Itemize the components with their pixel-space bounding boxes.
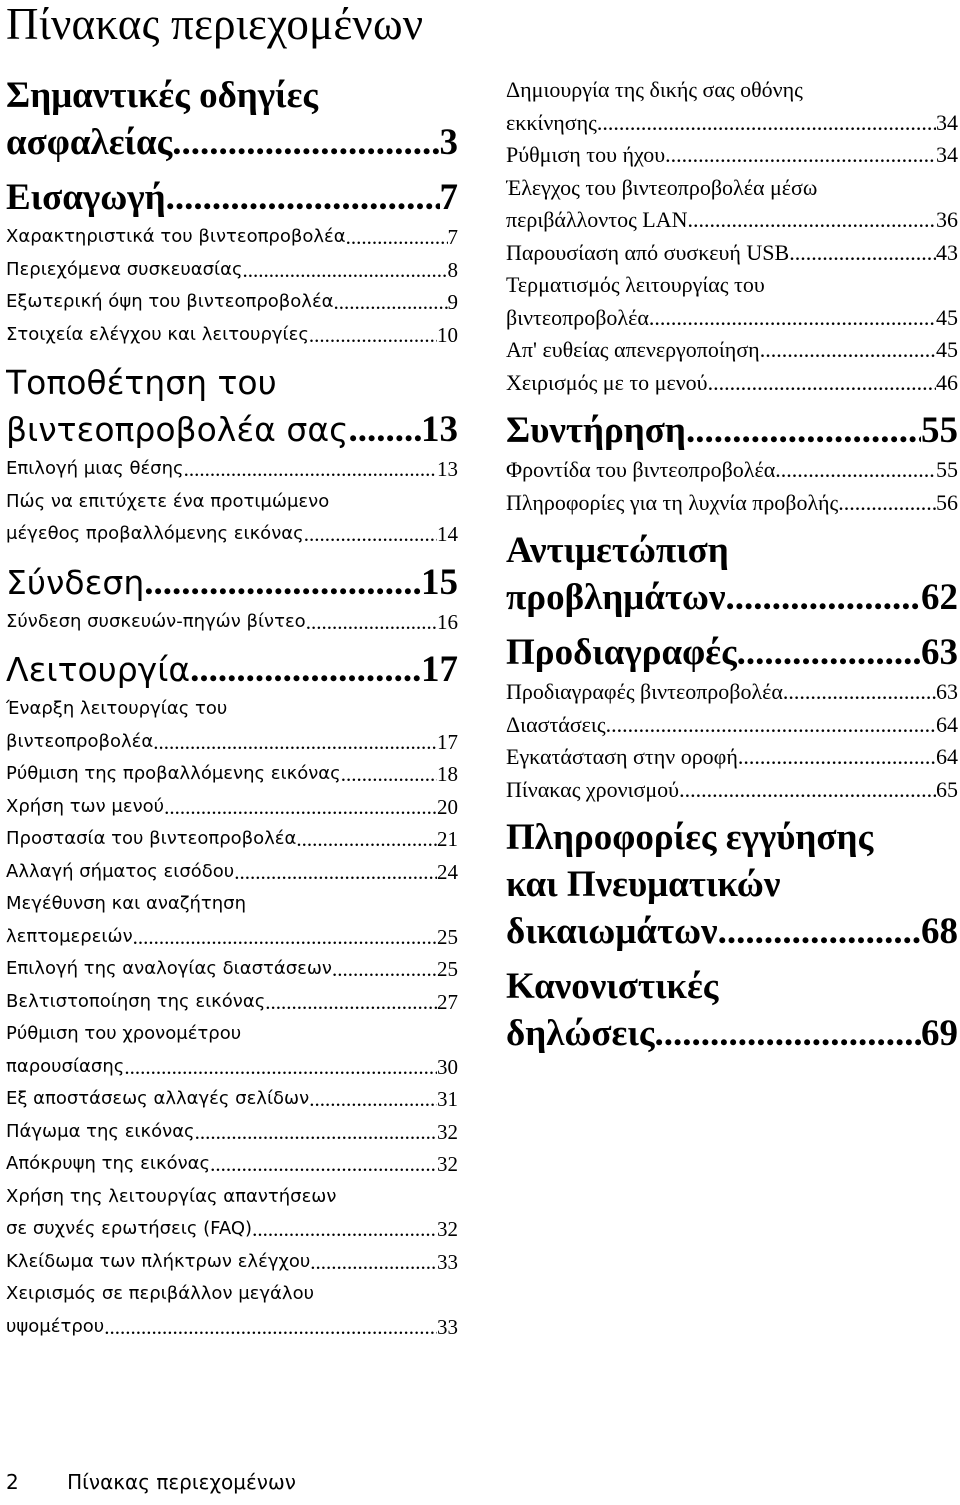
- toc-column-right: [506, 72, 958, 1057]
- toc-entry-row: [506, 487, 958, 520]
- toc-section-entry[interactable]: [6, 1083, 458, 1116]
- toc-dot-leader: [348, 406, 421, 453]
- toc-section-entry[interactable]: [506, 237, 958, 270]
- toc-section-entry[interactable]: [6, 1246, 458, 1279]
- toc-page-number: 17: [437, 729, 458, 754]
- toc-page-number: 33: [437, 1249, 458, 1274]
- toc-page-number: 8: [447, 257, 458, 282]
- toc-entry-row: [506, 1010, 958, 1057]
- toc-page-number: 9: [447, 290, 458, 314]
- toc-page-number: 45: [936, 304, 958, 330]
- toc-dot-leader: [597, 107, 936, 140]
- toc-dot-leader: [104, 1311, 437, 1344]
- toc-page-number: 55: [921, 410, 958, 451]
- toc-chapter-entry[interactable]: [6, 72, 458, 166]
- toc-entry-title-line: Βελτιστοποίηση της εικόνας: [6, 990, 266, 1012]
- toc-page-number: 13: [421, 409, 458, 450]
- toc-page-number: 62: [921, 577, 958, 618]
- toc-section-entry[interactable]: [6, 823, 458, 856]
- toc-entry-title-line: Κλείδωμα των πλήκτρων ελέγχου: [6, 1250, 311, 1272]
- toc-entry-title-line: Εξωτερική όψη του βιντεοπροβολέα: [6, 291, 334, 312]
- toc-dot-leader: [265, 986, 437, 1019]
- toc-entry-row: [506, 676, 958, 709]
- toc-entry-title-line: προβλημάτων: [506, 577, 726, 618]
- toc-entry-title-line: Αντιμετώπιση: [506, 530, 729, 571]
- toc-entry-title-line: Χρήση των μενού: [6, 795, 165, 817]
- toc-entry-row: [6, 1148, 458, 1181]
- toc-dot-leader: [789, 237, 936, 270]
- toc-page-number: 18: [437, 762, 458, 786]
- toc-entry-title-line: Τερματισμός λειτουργίας του: [506, 272, 765, 297]
- toc-entry-row: [506, 407, 958, 454]
- toc-entry-row: [6, 758, 458, 791]
- toc-chapter-entry[interactable]: [506, 407, 958, 454]
- toc-dot-leader: [679, 774, 936, 807]
- toc-page-number: 36: [936, 207, 958, 232]
- toc-section-entry[interactable]: [506, 172, 958, 237]
- toc-dot-leader: [686, 407, 921, 454]
- toc-page-number: 7: [439, 177, 458, 218]
- toc-page-number: 13: [437, 457, 458, 481]
- toc-page-number: 55: [936, 457, 958, 482]
- toc-entry-title-line: Επιλογή της αναλογίας διαστάσεων: [6, 958, 332, 979]
- toc-dot-leader: [296, 823, 437, 856]
- toc-chapter-entry[interactable]: [506, 814, 958, 955]
- toc-entry-row: [6, 1246, 458, 1279]
- toc-page-number: 21: [437, 827, 458, 851]
- toc-dot-leader: [708, 367, 936, 400]
- toc-dot-leader: [133, 921, 437, 954]
- toc-entry-title-line: Απ' ευθείας απενεργοποίηση: [506, 337, 760, 362]
- toc-entry-title-line: ασφαλείας: [6, 122, 173, 163]
- toc-entry-title-line: Απόκρυψη της εικόνας: [6, 1153, 211, 1174]
- toc-dot-leader: [252, 1213, 437, 1246]
- toc-dot-leader: [332, 953, 437, 986]
- toc-section-entry[interactable]: [6, 986, 458, 1019]
- toc-dot-leader: [737, 629, 921, 676]
- toc-page-number: 69: [921, 1013, 958, 1054]
- toc-chapter-entry[interactable]: [506, 963, 958, 1057]
- toc-entry-title-line: Προδιαγραφές βιντεοπροβολέα: [506, 679, 783, 704]
- toc-section-entry[interactable]: [6, 319, 458, 352]
- toc-entry-title-line: Τοποθέτηση του: [6, 363, 277, 402]
- toc-chapter-entry[interactable]: [506, 527, 958, 621]
- toc-dot-leader: [195, 1116, 437, 1149]
- toc-page-number: 17: [421, 649, 458, 690]
- toc-dot-leader: [310, 1246, 437, 1279]
- toc-section-entry[interactable]: [506, 139, 958, 172]
- toc-entry-title-line: Περιεχόμενα συσκευασίας: [6, 258, 243, 280]
- toc-entry-title-line: Εισαγωγή: [6, 177, 166, 218]
- toc-entry-title-line: Πάγωμα της εικόνας: [6, 1120, 195, 1142]
- toc-entry-title-line: περιβάλλοντος LAN: [506, 207, 688, 232]
- toc-dot-leader: [760, 334, 936, 367]
- toc-page-number: 56: [936, 489, 958, 515]
- toc-entry-row: [506, 454, 958, 487]
- toc-entry-title-line: Σημαντικές οδηγίες: [6, 75, 319, 116]
- toc-column-left: [6, 72, 458, 1343]
- toc-entry-title-line: Πληροφορίες εγγύησης: [506, 817, 874, 858]
- toc-entry-title-line: υψομέτρου: [6, 1315, 105, 1337]
- toc-section-entry[interactable]: [6, 486, 458, 551]
- toc-section-entry[interactable]: [6, 693, 458, 758]
- toc-page-number: 24: [437, 859, 458, 884]
- toc-entry-row: [6, 921, 458, 954]
- toc-section-entry[interactable]: [506, 676, 958, 709]
- toc-entry-row: [506, 741, 958, 774]
- toc-page-number: 10: [437, 322, 458, 347]
- toc-dot-leader: [172, 119, 439, 166]
- toc-page-number: 15: [421, 561, 458, 603]
- toc-page-number: 7: [447, 225, 458, 249]
- toc-dot-leader: [309, 319, 437, 352]
- toc-entry-title-line: Ρύθμιση της προβαλλόμενης εικόνας: [6, 763, 341, 784]
- toc-dot-leader: [166, 174, 440, 221]
- toc-entry-row: [506, 107, 958, 140]
- toc-chapter-entry[interactable]: [6, 646, 458, 693]
- toc-entry-title-line: Στοιχεία ελέγχου και λειτουργίες: [6, 323, 309, 345]
- toc-entry-row: [6, 174, 458, 221]
- toc-entry-row: [506, 204, 958, 237]
- toc-entry-title-line: και Πνευματικών: [506, 864, 781, 905]
- toc-section-entry[interactable]: [6, 1148, 458, 1181]
- toc-entry-row: [506, 237, 958, 270]
- toc-entry-title-line: Παρουσίαση από συσκευή USB: [506, 239, 790, 265]
- toc-entry-title-line: Προστασία του βιντεοπροβολέα: [6, 828, 297, 849]
- toc-page-number: 46: [936, 369, 958, 395]
- toc-entry-title-line: Εγκατάσταση στην οροφή: [506, 744, 738, 769]
- toc-entry-title-line: Κανονιστικές: [506, 966, 719, 1007]
- toc-chapter-entry[interactable]: [6, 359, 458, 453]
- toc-entry-title-line: Συντήρηση: [506, 410, 686, 451]
- toc-dot-leader: [164, 791, 437, 824]
- toc-page-number: 34: [936, 109, 958, 135]
- toc-dot-leader: [606, 709, 936, 742]
- toc-entry-title-line: Πώς να επιτύχετε ένα προτιμώμενο: [6, 490, 330, 512]
- toc-entry-row: [6, 1083, 458, 1116]
- toc-page-number: 63: [921, 632, 958, 673]
- toc-dot-leader: [688, 204, 936, 237]
- toc-entry-row: [6, 1116, 458, 1149]
- toc-section-entry[interactable]: [6, 254, 458, 287]
- toc-entry-title-line: λεπτομερειών: [6, 925, 133, 947]
- toc-section-entry[interactable]: [6, 953, 458, 986]
- toc-entry-row: [6, 823, 458, 856]
- toc-entry-title-line: δικαιωμάτων: [506, 911, 718, 952]
- toc-page-number: 27: [437, 989, 458, 1014]
- toc-page-number: 33: [437, 1314, 458, 1339]
- toc-page-number: 16: [437, 609, 458, 634]
- footer-page-number: 2: [6, 1470, 19, 1494]
- toc-section-entry[interactable]: [6, 888, 458, 953]
- toc-dot-leader: [341, 758, 437, 791]
- toc-dot-leader: [144, 559, 421, 606]
- toc-dot-leader: [210, 1148, 437, 1181]
- toc-page-number: 34: [936, 142, 958, 167]
- toc-dot-leader: [654, 1010, 921, 1057]
- toc-section-entry[interactable]: [6, 1018, 458, 1083]
- toc-dot-leader: [304, 518, 437, 551]
- toc-entry-row: [6, 646, 458, 693]
- toc-entry-title-line: Πίνακας χρονισμού: [506, 776, 680, 802]
- toc-entry-title-line: δηλώσεις: [506, 1013, 655, 1054]
- page-footer: [6, 1468, 296, 1496]
- toc-entry-row: [506, 367, 958, 400]
- toc-dot-leader: [243, 254, 448, 287]
- toc-dot-leader: [184, 453, 437, 486]
- toc-entry-title-line: Χαρακτηριστικά του βιντεοπροβολέα: [6, 226, 346, 247]
- toc-section-entry[interactable]: [506, 741, 958, 774]
- toc-section-entry[interactable]: [506, 367, 958, 400]
- toc-section-entry[interactable]: [506, 487, 958, 520]
- toc-entry-row: [506, 709, 958, 742]
- toc-entry-row: [506, 334, 958, 367]
- toc-section-entry[interactable]: [506, 74, 958, 139]
- toc-entry-row: [6, 559, 458, 606]
- toc-entry-title-line: Λειτουργία: [6, 650, 191, 689]
- toc-section-entry[interactable]: [6, 606, 458, 639]
- toc-entry-row: [6, 856, 458, 889]
- toc-entry-title-line: εκκίνησης: [506, 109, 597, 135]
- toc-entry-row: [6, 119, 458, 166]
- toc-section-entry[interactable]: [6, 856, 458, 889]
- toc-page-number: 43: [936, 239, 958, 265]
- toc-entry-row: [506, 574, 958, 621]
- toc-section-entry[interactable]: [506, 709, 958, 742]
- toc-page-number: 68: [921, 911, 958, 952]
- toc-dot-leader: [190, 646, 421, 693]
- toc-entry-title-line: Μεγέθυνση και αναζήτηση: [6, 893, 246, 914]
- toc-section-entry[interactable]: [6, 1278, 458, 1343]
- toc-dot-leader: [738, 741, 936, 774]
- toc-page-number: 64: [936, 744, 958, 769]
- toc-entry-row: [6, 406, 458, 453]
- toc-entry-row: [506, 908, 958, 955]
- toc-entry-row: [6, 791, 458, 824]
- toc-page-number: 25: [437, 957, 458, 981]
- toc-page-number: 32: [437, 1217, 458, 1241]
- toc-entry-row: [506, 629, 958, 676]
- toc-section-entry[interactable]: [6, 453, 458, 486]
- toc-entry-row: [6, 319, 458, 352]
- toc-entry-title-line: παρουσίασης: [6, 1055, 125, 1077]
- toc-section-entry[interactable]: [6, 791, 458, 824]
- toc-entry-row: [6, 606, 458, 639]
- toc-entry-row: [6, 254, 458, 287]
- toc-entry-title-line: Εξ αποστάσεως αλλαγές σελίδων: [6, 1088, 310, 1109]
- toc-page-number: 64: [936, 711, 958, 737]
- toc-chapter-entry[interactable]: [6, 174, 458, 221]
- toc-entry-title-line: Ρύθμιση του ήχου: [506, 142, 666, 167]
- toc-entry-title-line: Σύνδεση: [6, 562, 145, 602]
- toc-dot-leader: [234, 856, 437, 889]
- toc-entry-row: [6, 286, 458, 319]
- toc-entry-row: [6, 986, 458, 1019]
- toc-section-entry[interactable]: [6, 1181, 458, 1246]
- toc-entry-title-line: Ρύθμιση του χρονομέτρου: [6, 1023, 242, 1044]
- toc-dot-leader: [775, 454, 936, 487]
- toc-chapter-entry[interactable]: [506, 629, 958, 676]
- page-title: Πίνακας περιεχομένων: [6, 0, 424, 49]
- toc-entry-row: [6, 953, 458, 986]
- toc-page-number: 14: [437, 522, 458, 546]
- toc-entry-row: [6, 518, 458, 551]
- toc-entry-row: [6, 1213, 458, 1246]
- toc-page-number: 20: [437, 794, 458, 819]
- toc-dot-leader: [649, 302, 936, 335]
- toc-entry-title-line: Προδιαγραφές: [506, 632, 737, 673]
- toc-entry-title-line: βιντεοπροβολέα σας: [6, 410, 349, 449]
- toc-entry-row: [6, 453, 458, 486]
- toc-entry-title-line: Διαστάσεις: [506, 711, 606, 737]
- toc-section-entry[interactable]: [506, 454, 958, 487]
- toc-entry-title-line: Αλλαγή σήματος εισόδου: [6, 860, 235, 882]
- toc-page-number: 3: [439, 122, 458, 163]
- toc-entry-row: [506, 774, 958, 807]
- toc-dot-leader: [346, 221, 448, 254]
- toc-entry-title-line: Χρήση της λειτουργίας απαντήσεων: [6, 1185, 337, 1207]
- toc-page-number: 32: [437, 1119, 458, 1144]
- toc-entry-title-line: Χειρισμός σε περιβάλλον μεγάλου: [6, 1283, 314, 1304]
- toc-section-entry[interactable]: [6, 1116, 458, 1149]
- toc-dot-leader: [718, 908, 921, 955]
- toc-page-number: 45: [936, 337, 958, 362]
- toc-section-entry[interactable]: [6, 286, 458, 319]
- toc-section-entry[interactable]: [6, 758, 458, 791]
- toc-page-number: 30: [437, 1054, 458, 1079]
- toc-dot-leader: [665, 139, 936, 172]
- toc-page-number: 63: [936, 679, 958, 704]
- toc-entry-title-line: Δημιουργία της δικής σας οθόνης: [506, 77, 803, 102]
- toc-dot-leader: [783, 676, 936, 709]
- toc-entry-row: [6, 1051, 458, 1084]
- toc-page-number: 32: [437, 1152, 458, 1176]
- toc-section-entry[interactable]: [506, 774, 958, 807]
- toc-section-entry[interactable]: [506, 269, 958, 334]
- toc-chapter-entry[interactable]: [6, 559, 458, 606]
- toc-entry-row: [6, 1311, 458, 1344]
- toc-section-entry[interactable]: [506, 334, 958, 367]
- toc-entry-title-line: Φροντίδα του βιντεοπροβολέα: [506, 457, 776, 482]
- toc-dot-leader: [334, 286, 448, 319]
- toc-dot-leader: [838, 487, 936, 520]
- toc-entry-title-line: Χειρισμός με το μενού: [506, 369, 708, 395]
- toc-page-number: 65: [936, 776, 958, 802]
- toc-entry-title-line: Επιλογή μιας θέσης: [6, 458, 184, 479]
- toc-dot-leader: [306, 606, 437, 639]
- toc-entry-row: [6, 221, 458, 254]
- toc-entry-title-line: βιντεοπροβολέα: [506, 304, 649, 330]
- toc-page-number: 31: [437, 1087, 458, 1111]
- toc-entry-title-line: σε συχνές ερωτήσεις (FAQ): [6, 1218, 253, 1239]
- toc-entry-title-line: μέγεθος προβαλλόμενης εικόνας: [6, 523, 304, 544]
- toc-dot-leader: [124, 1051, 437, 1084]
- toc-entry-title-line: Πληροφορίες για τη λυχνία προβολής: [506, 489, 839, 515]
- toc-entry-row: [506, 302, 958, 335]
- toc-dot-leader: [153, 726, 437, 759]
- toc-section-entry[interactable]: [6, 221, 458, 254]
- toc-dot-leader: [309, 1083, 437, 1116]
- toc-entry-row: [6, 726, 458, 759]
- toc-entry-row: [506, 139, 958, 172]
- footer-section-title: Πίνακας περιεχομένων: [67, 1470, 296, 1494]
- toc-dot-leader: [726, 574, 921, 621]
- toc-entry-title-line: Έναρξη λειτουργίας του: [6, 698, 228, 719]
- toc-entry-title-line: Έλεγχος του βιντεοπροβολέα μέσω: [506, 174, 818, 200]
- toc-entry-title-line: βιντεοπροβολέα: [6, 730, 154, 752]
- toc-page-number: 25: [437, 924, 458, 949]
- toc-entry-title-line: Σύνδεση συσκευών-πηγών βίντεο: [6, 610, 306, 632]
